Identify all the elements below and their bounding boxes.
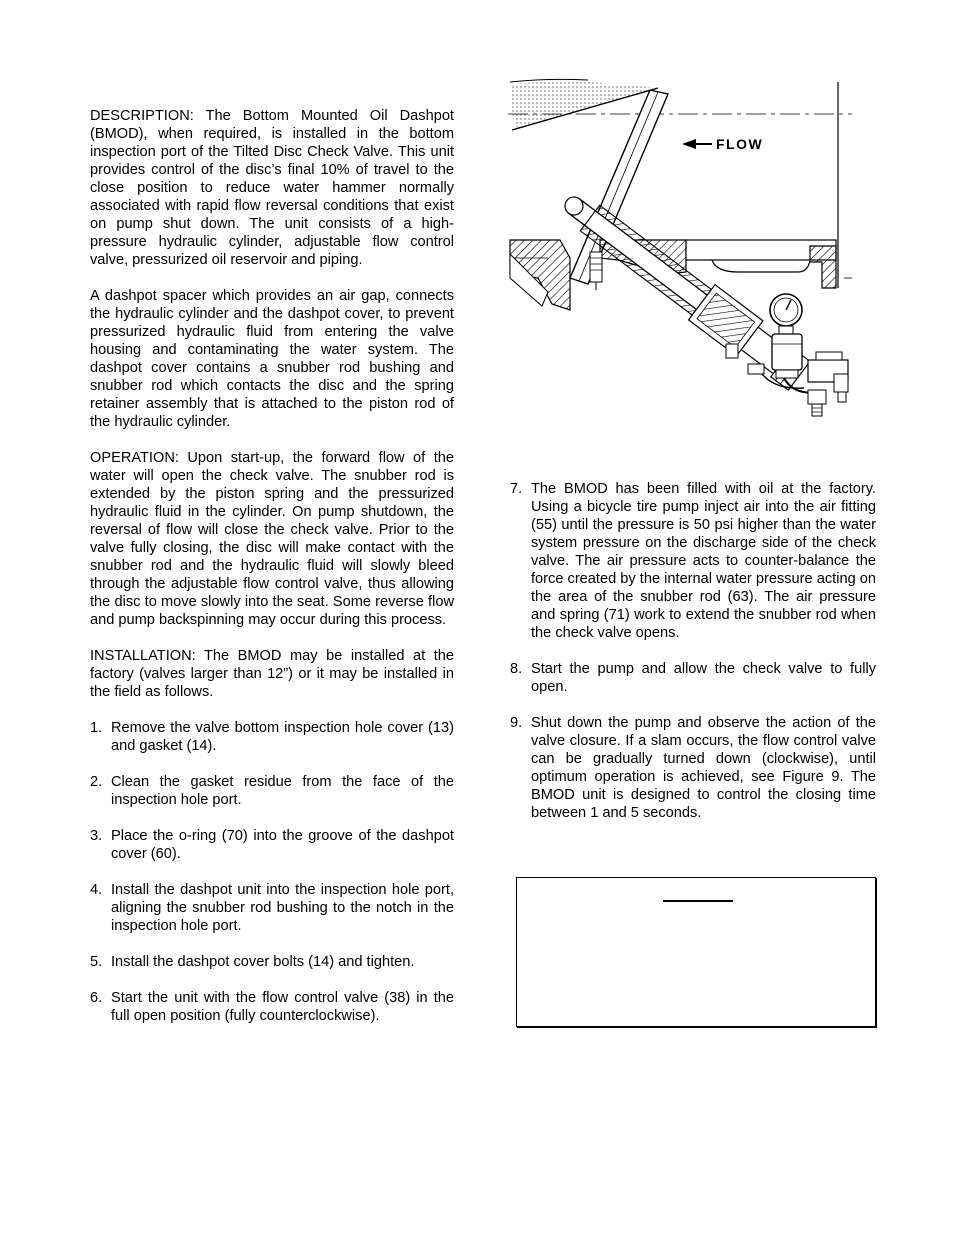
list-text: Place the o-ring (70) into the groove of the dashpot cover (60). [111,828,454,862]
list-number: 7. [510,481,523,497]
dashpot-cross-section-icon [508,78,852,420]
list-text: Remove the valve bottom inspection hole cover (13) and gasket (14). [111,720,454,754]
installation-paragraph: INSTALLATION: The BMOD may be installed at the factory (valves larger than 12”) or it may be installed in the field as follows. [90,648,454,700]
list-text: Start the pump and allow the check valve to fully open. [531,661,876,695]
list-item [510,480,876,642]
list-text: Start the unit with the flow control valve (38) in the full open position (fully counterclockwise). [111,990,454,1024]
list-item [90,827,454,863]
list-text: Install the dashpot cover bolts (14) and tighten. [111,954,415,970]
list-text: Clean the gasket residue from the face of the inspection hole port. [111,774,454,808]
list-item [90,953,454,971]
list-number: 3. [90,828,103,844]
note-box [516,877,876,1027]
operation-paragraph: OPERATION: Upon start-up, the forward flow of the water will open the check valve. The snubber rod is extended by the piston spring and the pressurized hydraulic fluid in the cylinder. On pump shutdown, the reversal of flow will close the check valve. Prior to the valve fully closing, the disc will make contact with the snubber rod and the hydraulic fluid will slowly bleed through the adjustable flow control valve, thus allowing the disc to move slowly into the seat. Some reverse flow and pump backspinning may occur during this process. [90,450,454,628]
list-text: Install the dashpot unit into the inspection hole port, aligning the snubber rod bushing to the notch in the inspection hole port. [111,882,454,934]
list-text: Shut down the pump and observe the action of the valve closure. If a slam occurs, the flow control valve can be gradually turned down (clockwise), until optimum operation is achieved, see Figure 9. The BMOD unit is designed to control the closing time between 1 and 5 seconds. [531,715,876,821]
right-column [510,480,876,840]
spacer-paragraph: A dashpot spacer which provides an air gap, connects the hydraulic cylinder and the dashpot cover, to prevent pressurized hydraulic fluid from entering the valve housing and contaminating the water system. The dashpot cover contains a snubber rod bushing and snubber rod which contacts the disc and the spring retainer assembly that is attached to the piston rod of the hydraulic cylinder. [90,288,454,430]
list-number: 5. [90,954,103,970]
list-item [90,881,454,935]
dashpot-figure [508,78,852,420]
flow-label: FLOW [716,136,764,152]
list-number: 2. [90,774,103,790]
description-paragraph: DESCRIPTION: The Bottom Mounted Oil Dashpot (BMOD), when required, is installed in the bottom inspection port of the Tilted Disc Check Valve. This unit provides control of the disc’s final 10% of travel to the close position to reduce water hammer normally associated with rapid flow reversal conditions that exist on pump shut down. The unit consists of a high-pressure hydraulic cylinder, adjustable flow control valve, pressurized oil reservoir and piping. [90,108,454,268]
note-heading-rule [663,900,733,902]
list-item [90,989,454,1025]
list-item [510,714,876,822]
list-text: The BMOD has been filled with oil at the factory. Using a bicycle tire pump inject air into the air fitting (55) until the pressure is 50 psi higher than the water system pressure on the discharge side of the check valve. The air pressure acts to counter-balance the force created by the internal water pressure acting on the area of the snubber rod (63). The air pressure and spring (71) work to extend the snubber rod when the check valve opens. [531,481,876,641]
list-item [510,660,876,696]
list-number: 6. [90,990,103,1006]
left-column [90,107,454,1043]
list-number: 8. [510,661,523,677]
list-number: 1. [90,720,103,736]
list-number: 4. [90,882,103,898]
list-item [90,773,454,809]
list-number: 9. [510,715,523,731]
list-item [90,719,454,755]
